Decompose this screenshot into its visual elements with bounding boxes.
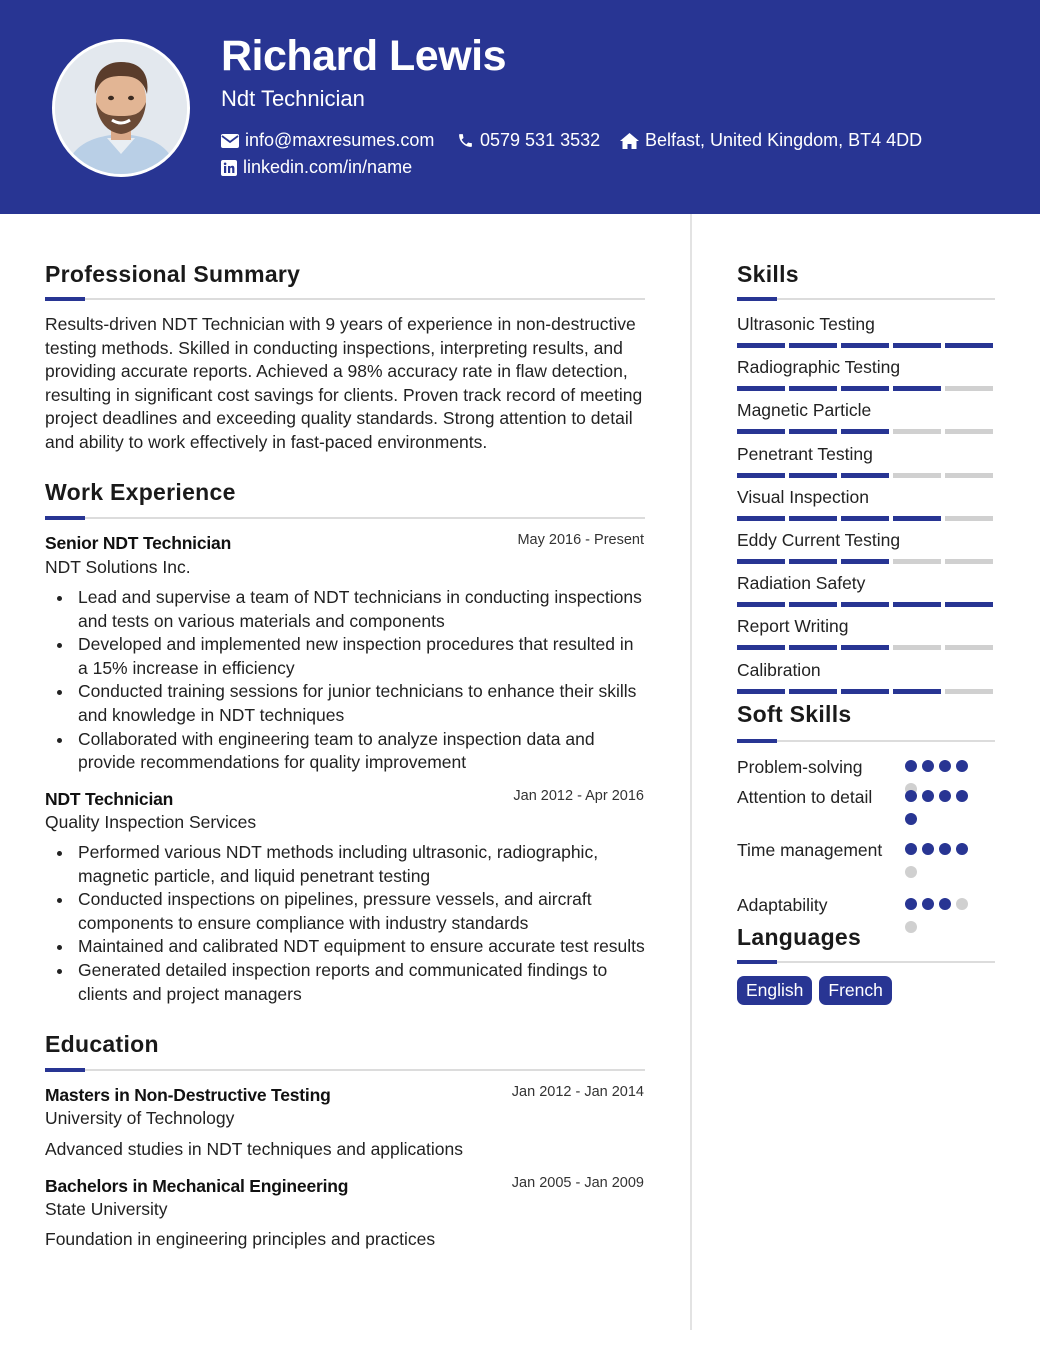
degree-title: Bachelors in Mechanical Engineering	[45, 1176, 349, 1196]
skill-level-segment	[841, 645, 889, 650]
skill-level-segment	[737, 602, 785, 607]
skill-level-bar	[737, 645, 993, 650]
job-company: Quality Inspection Services	[45, 812, 257, 832]
list-item: Performed various NDT methods including ultrasonic, radiographic, magnetic particle, and liquid penetrant testing	[45, 841, 645, 888]
envelope-icon	[221, 134, 239, 148]
soft-skill-rating	[905, 898, 977, 933]
skill-level-segment	[789, 602, 837, 607]
skill-level-segment	[945, 473, 993, 478]
skill-level-bar	[737, 343, 993, 348]
summary-text: Results-driven NDT Technician with 9 years of experience in non-destructive testing methods. Skilled in conducting inspections, interpreting results, and providing accurate reports. Achieved a 98% accuracy rate in flaw detection, resulting in significant cost savings for clients. Proven track record of meeting project deadlines and exceeding quality standards. Strong attention to detail and ability to work effectively in fast-paced environments.	[45, 314, 643, 452]
candidate-name: Richard Lewis	[221, 32, 507, 80]
job-bullets	[45, 586, 645, 775]
skill-level-segment	[789, 645, 837, 650]
location-text: Belfast, United Kingdom, BT4 4DD	[645, 130, 923, 150]
experience-heading: Work Experience	[45, 479, 236, 505]
phone-text: 0579 531 3532	[480, 130, 601, 150]
skill-level-segment	[893, 473, 941, 478]
skill-level-segment	[841, 343, 889, 348]
rating-dot	[956, 898, 968, 910]
rating-dot	[922, 790, 934, 802]
skill-level-segment	[945, 516, 993, 521]
soft-skill-name: Adaptability	[737, 895, 828, 915]
rating-dot	[905, 813, 917, 825]
email-text: info@maxresumes.com	[245, 130, 435, 150]
skill-level-segment	[737, 473, 785, 478]
email-contact[interactable]	[221, 130, 434, 151]
skill-level-bar	[737, 516, 993, 521]
soft-skill-rating	[905, 843, 977, 878]
language-badge: English	[737, 976, 812, 1005]
skill-name: Radiographic Testing	[737, 357, 901, 378]
job-company: NDT Solutions Inc.	[45, 557, 191, 577]
job-title: Senior NDT Technician	[45, 533, 232, 553]
rating-dot	[905, 866, 917, 878]
soft-skills-heading: Soft Skills	[737, 701, 852, 727]
rating-dot	[922, 898, 934, 910]
linkedin-icon	[221, 160, 237, 176]
rating-dot	[939, 790, 951, 802]
skill-level-segment	[789, 343, 837, 348]
degree-description: Foundation in engineering principles and practices	[45, 1229, 436, 1249]
job-dates: Jan 2012 - Apr 2016	[513, 788, 644, 804]
skill-level-segment	[841, 689, 889, 694]
skill-level-segment	[841, 386, 889, 391]
skill-level-bar	[737, 429, 993, 434]
skill-level-segment	[841, 516, 889, 521]
skill-level-segment	[737, 516, 785, 521]
linkedin-text: linkedin.com/in/name	[243, 157, 413, 177]
skill-level-segment	[945, 343, 993, 348]
rating-dot	[939, 760, 951, 772]
skill-level-segment	[737, 559, 785, 564]
skill-level-segment	[789, 559, 837, 564]
phone-icon	[457, 132, 474, 149]
profile-photo	[55, 42, 187, 174]
summary-heading: Professional Summary	[45, 261, 301, 287]
column-divider	[690, 214, 692, 1330]
language-badges	[737, 976, 892, 1005]
skill-level-segment	[841, 429, 889, 434]
degree-dates: Jan 2012 - Jan 2014	[511, 1084, 644, 1100]
rating-dot	[956, 843, 968, 855]
phone-contact[interactable]	[457, 130, 600, 151]
skill-level-segment	[789, 386, 837, 391]
rating-dot	[939, 898, 951, 910]
list-item: Collaborated with engineering team to analyze inspection data and provide recommendations for quality improvement	[45, 728, 645, 775]
skill-level-segment	[737, 645, 785, 650]
job-dates: May 2016 - Present	[517, 532, 644, 548]
skill-level-segment	[737, 343, 785, 348]
summary-rule	[45, 298, 645, 300]
list-item: Conducted inspections on pipelines, pressure vessels, and aircraft components to ensure compliance with industry standards	[45, 888, 645, 935]
list-item: Conducted training sessions for junior technicians to enhance their skills and knowledge in NDT techniques	[45, 680, 645, 727]
list-item: Generated detailed inspection reports and communicated findings to clients and project managers	[45, 959, 645, 1006]
language-badge: French	[819, 976, 891, 1005]
avatar	[52, 39, 190, 177]
skill-level-bar	[737, 689, 993, 694]
skill-level-bar	[737, 559, 993, 564]
skill-level-segment	[893, 602, 941, 607]
skill-level-segment	[945, 429, 993, 434]
languages-heading: Languages	[737, 924, 862, 950]
list-item: Developed and implemented new inspection procedures that resulted in a 15% increase in efficiency	[45, 633, 645, 680]
skill-level-segment	[789, 689, 837, 694]
rating-dot	[905, 898, 917, 910]
skill-level-segment	[893, 559, 941, 564]
skill-level-segment	[841, 473, 889, 478]
skills-heading: Skills	[737, 261, 799, 287]
skill-level-segment	[945, 602, 993, 607]
skill-name: Eddy Current Testing	[737, 530, 901, 550]
skill-level-segment	[945, 386, 993, 391]
linkedin-contact[interactable]	[221, 157, 412, 178]
skill-level-segment	[945, 645, 993, 650]
home-icon	[620, 133, 639, 149]
skill-level-segment	[789, 473, 837, 478]
skill-level-segment	[893, 429, 941, 434]
candidate-role: Ndt Technician	[221, 86, 365, 111]
skill-level-segment	[945, 689, 993, 694]
soft-skill-name: Time management	[737, 840, 883, 860]
skill-name: Magnetic Particle	[737, 400, 872, 421]
skill-level-segment	[893, 516, 941, 521]
skill-name: Visual Inspection	[737, 486, 869, 507]
skill-level-bar	[737, 473, 993, 478]
resume-header	[0, 0, 1040, 214]
education-rule	[45, 1069, 645, 1071]
languages-rule	[737, 961, 995, 963]
rating-dot	[905, 760, 917, 772]
degree-description: Advanced studies in NDT techniques and applications	[45, 1139, 463, 1159]
skill-level-segment	[737, 689, 785, 694]
skill-name: Radiation Safety	[737, 573, 866, 594]
soft-skills-rule	[737, 740, 995, 742]
skill-level-segment	[789, 516, 837, 521]
skill-level-segment	[893, 343, 941, 348]
skills-rule	[737, 298, 995, 300]
experience-rule	[45, 517, 645, 519]
rating-dot	[905, 843, 917, 855]
skill-level-segment	[893, 645, 941, 650]
soft-skill-name: Attention to detail	[737, 787, 873, 807]
rating-dot	[905, 790, 917, 802]
rating-dot	[956, 790, 968, 802]
skill-name: Calibration	[737, 659, 821, 680]
degree-dates: Jan 2005 - Jan 2009	[511, 1175, 644, 1191]
skill-level-segment	[737, 429, 785, 434]
rating-dot	[939, 843, 951, 855]
skill-level-segment	[841, 602, 889, 607]
soft-skill-name: Problem-solving	[737, 757, 863, 777]
list-item: Lead and supervise a team of NDT technicians in conducting inspections and tests on various materials and components	[45, 586, 645, 633]
rating-dot	[905, 921, 917, 933]
list-item: Maintained and calibrated NDT equipment to ensure accurate test results	[45, 935, 645, 959]
degree-title: Masters in Non-Destructive Testing	[45, 1085, 331, 1105]
skill-level-bar	[737, 386, 993, 391]
skill-name: Ultrasonic Testing	[737, 314, 875, 334]
location-contact	[620, 130, 922, 151]
job-bullets	[45, 841, 645, 1006]
skill-level-bar	[737, 602, 993, 607]
school-name: State University	[45, 1199, 168, 1219]
rating-dot	[922, 760, 934, 772]
skill-name: Penetrant Testing	[737, 443, 873, 464]
school-name: University of Technology	[45, 1108, 235, 1128]
skill-level-segment	[789, 429, 837, 434]
job-title: NDT Technician	[45, 789, 174, 809]
education-heading: Education	[45, 1031, 159, 1057]
soft-skill-rating	[905, 790, 977, 825]
skill-level-segment	[737, 386, 785, 391]
skill-level-segment	[893, 386, 941, 391]
skill-level-segment	[841, 559, 889, 564]
skill-level-segment	[893, 689, 941, 694]
skill-name: Report Writing	[737, 616, 849, 637]
skill-level-segment	[945, 559, 993, 564]
rating-dot	[956, 760, 968, 772]
rating-dot	[922, 843, 934, 855]
